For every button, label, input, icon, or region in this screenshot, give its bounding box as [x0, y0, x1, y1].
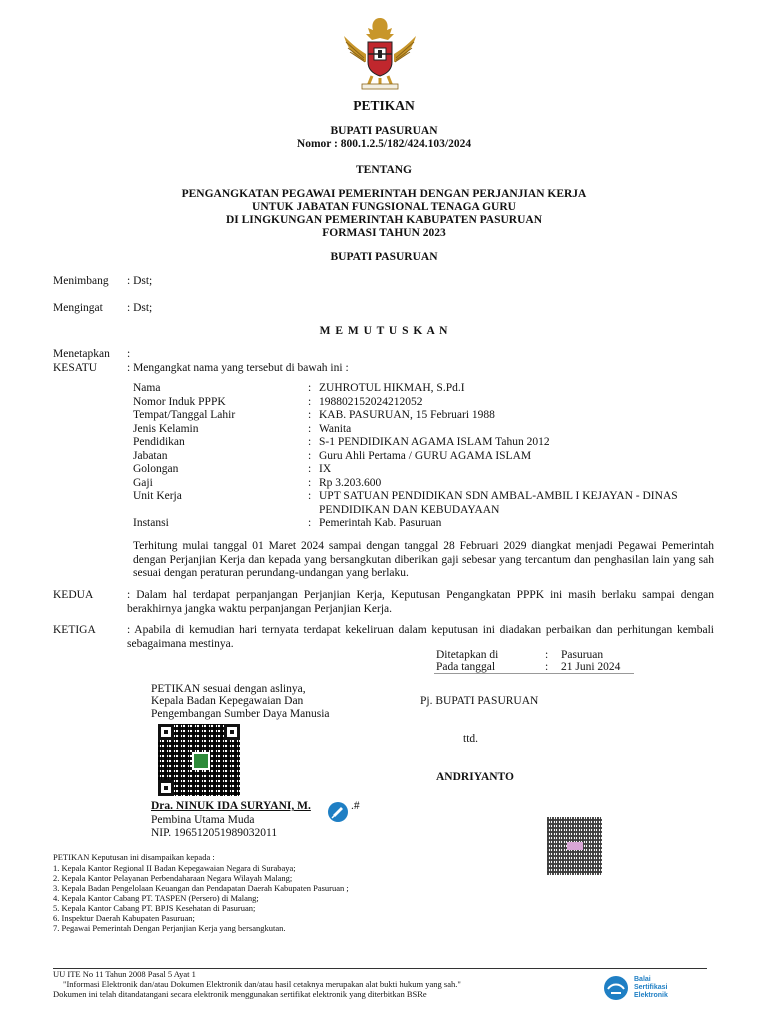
garuda-emblem-icon	[340, 12, 420, 92]
subject-line-3: DI LINGKUNGAN PEMERINTAH KABUPATEN PASURUAN	[225, 214, 543, 226]
ketiga-label: KETIGA	[53, 624, 96, 636]
kesatu-label: KESATU	[53, 362, 98, 374]
distribution-item: 3. Kepala Badan Pengelolaan Keuangan dan Pendapatan Daerah Kabupaten Pasuruan ;	[53, 883, 349, 893]
qr-finder	[224, 724, 240, 740]
person-colon: :	[308, 463, 312, 475]
distribution-item: 1. Kepala Kantor Regional II Badan Kepegawaian Negara di Surabaya;	[53, 863, 296, 873]
person-label: Nama	[133, 382, 161, 394]
regent-ttd: ttd.	[463, 733, 479, 745]
person-colon: :	[308, 396, 312, 408]
person-value: Rp 3.203.600	[319, 477, 382, 489]
kedua-label: KEDUA	[53, 589, 94, 601]
certification-signer-name: Dra. NINUK IDA SURYANI, M.	[151, 800, 311, 812]
stipulation-date-label: Pada tanggal	[436, 661, 496, 673]
stipulation-place-value: Pasuruan	[561, 649, 604, 661]
menetapkan-colon: :	[127, 348, 131, 360]
footer-esign-note: Dokumen ini telah ditandatangani secara elektronik menggunakan sertifikat elektronik yang diterbitkan BSRe	[53, 989, 427, 999]
stipulation-place-label: Ditetapkan di	[436, 649, 499, 661]
decision-heading: M E M U T U S K A N	[319, 325, 449, 337]
person-label: Jabatan	[133, 450, 168, 462]
certification-line-2: Kepala Badan Kepegawaian Dan	[151, 695, 304, 707]
bsre-logo-icon	[603, 975, 629, 1001]
menetapkan-label: Menetapkan	[53, 348, 110, 360]
stipulation-date-value: 21 Juni 2024	[561, 661, 621, 673]
person-value: Wanita	[319, 423, 352, 435]
ketiga-text: : Apabila di kemudian hari ternyata terdapat kekeliruan dalam keputusan ini diadakan perbaikan dan perhitungan kembali sebagaimana mestinya.	[127, 624, 714, 650]
bsre-logo-line: Sertifikasi	[634, 984, 668, 991]
subject-line-2: UNTUK JABATAN FUNGSIONAL TENAGA GURU	[252, 201, 516, 213]
qr-center-logo	[192, 752, 210, 770]
about-heading: TENTANG	[355, 164, 413, 176]
person-colon: :	[308, 517, 312, 529]
person-label: Gaji	[133, 477, 153, 489]
person-value: S-1 PENDIDIKAN AGAMA ISLAM Tahun 2012	[319, 436, 550, 448]
regent-name: ANDRIYANTO	[436, 771, 514, 783]
menimbang-value: : Dst;	[127, 275, 153, 287]
mengingat-label: Mengingat	[53, 302, 103, 314]
bsre-logo	[603, 975, 713, 1001]
stipulation-date-colon: :	[545, 661, 549, 673]
person-colon: :	[308, 436, 312, 448]
person-label: Jenis Kelamin	[133, 423, 199, 435]
person-colon: :	[308, 409, 312, 421]
person-label: Nomor Induk PPPK	[133, 396, 226, 408]
distribution-item: 6. Inspektur Daerah Kabupaten Pasuruan;	[53, 913, 195, 923]
person-value: KAB. PASURUAN, 15 Februari 1988	[319, 409, 495, 421]
decree-number: Nomor : 800.1.2.5/182/424.103/2024	[296, 138, 472, 150]
person-value: Pemerintah Kab. Pasuruan	[319, 517, 442, 529]
digital-stamp-qr	[547, 817, 602, 875]
subject-line-4: FORMASI TAHUN 2023	[322, 227, 446, 239]
certification-signer-rank: Pembina Utama Muda	[151, 814, 255, 826]
person-colon: :	[308, 490, 312, 502]
person-colon: :	[308, 477, 312, 489]
person-value: IX	[319, 463, 332, 475]
certification-signer-nip: NIP. 196512051989032011	[151, 827, 278, 839]
kedua-text: : Dalam hal terdapat perpanjangan Perjanjian Kerja, Keputusan Pengangkatan PPPK ini masih berlaku sampai dengan berakhirnya jangka waktu perpanjangan Perjanjian Kerja.	[127, 589, 714, 615]
bsre-logo-text	[634, 976, 668, 1000]
person-value: ZUHROTUL HIKMAH, S.Pd.I	[319, 382, 465, 394]
issuer: BUPATI PASURUAN	[330, 125, 438, 137]
distribution-title: PETIKAN Keputusan ini disampaikan kepada :	[53, 852, 215, 862]
term-paragraph: Terhitung mulai tanggal 01 Maret 2024 sampai dengan tanggal 28 Februari 2029 diangkat menjadi Pegawai Pemerintah dengan Perjanjian Kerja dan kepada yang bersangkutan diberikan gaji sebesar yang tercantum dan penghasilan lain yang sah sesuai dengan peraturan perundang-undangan yang berlaku.	[133, 540, 714, 579]
bsre-logo-line: Elektronik	[634, 992, 668, 999]
subject-line-1: PENGANGKATAN PEGAWAI PEMERINTAH DENGAN PERJANJIAN KERJA	[181, 188, 587, 200]
document-title: PETIKAN	[353, 98, 415, 113]
mengingat-value: : Dst;	[127, 302, 153, 314]
distribution-item: 7. Pegawai Pemerintah Dengan Perjanjian Kerja yang bersangkutan.	[53, 923, 286, 933]
electronic-signature-icon	[327, 801, 349, 823]
footer-quote: "Informasi Elektronik dan/atau Dokumen Elektronik dan/atau hasil cetaknya merupakan alat bukti hukum yang sah."	[63, 979, 461, 989]
certification-line-1: PETIKAN sesuai dengan aslinya,	[151, 683, 306, 695]
dividing-line	[434, 673, 634, 674]
person-colon: :	[308, 450, 312, 462]
certification-qr-code	[158, 724, 240, 796]
qr-finder	[158, 780, 174, 796]
bsre-logo-line: Balai	[634, 976, 651, 983]
person-label: Tempat/Tanggal Lahir	[133, 409, 236, 421]
person-label: Unit Kerja	[133, 490, 182, 502]
certification-signer-suffix: .#	[351, 800, 360, 812]
person-colon: :	[308, 382, 312, 394]
certification-line-3: Pengembangan Sumber Daya Manusia	[151, 708, 330, 720]
menimbang-label: Menimbang	[53, 275, 109, 287]
person-value: 198802152024212052	[319, 396, 423, 408]
person-label: Instansi	[133, 517, 169, 529]
distribution-item: 5. Kepala Kantor Cabang PT. BPJS Kesehatan di Pasuruan;	[53, 903, 256, 913]
issuer-repeat: BUPATI PASURUAN	[330, 251, 438, 263]
stipulation-place-colon: :	[545, 649, 549, 661]
distribution-item: 4. Kepala Kantor Cabang PT. TASPEN (Persero) di Malang;	[53, 893, 259, 903]
qr-finder	[158, 724, 174, 740]
distribution-item: 2. Kepala Kantor Pelayanan Perbendaharaan Negara Wilayah Malang;	[53, 873, 293, 883]
person-label: Golongan	[133, 463, 179, 475]
person-label: Pendidikan	[133, 436, 185, 448]
person-colon: :	[308, 423, 312, 435]
kesatu-text: : Mengangkat nama yang tersebut di bawah ini :	[127, 362, 349, 374]
person-value: Guru Ahli Pertama / GURU AGAMA ISLAM	[319, 450, 532, 462]
regent-title: Pj. BUPATI PASURUAN	[420, 695, 539, 707]
footer-law: UU ITE No 11 Tahun 2008 Pasal 5 Ayat 1	[53, 969, 196, 979]
person-value: UPT SATUAN PENDIDIKAN SDN AMBAL-AMBIL I KEJAYAN - DINAS PENDIDIKAN DAN KEBUDAYAAN	[319, 490, 678, 516]
stamp-center-mark	[567, 842, 583, 850]
